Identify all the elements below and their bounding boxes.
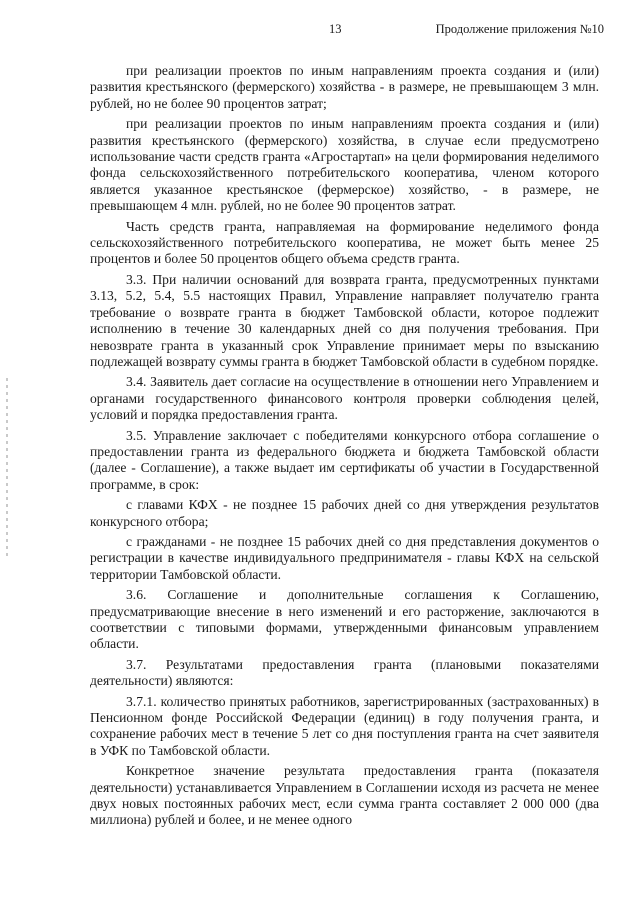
paragraph: Часть средств гранта, направляемая на формирование неделимого фонда сельскохозяйственного потребительского кооператива, не может быть менее 25 процентов и более 50 процентов общего объема средств гранта.: [90, 218, 599, 267]
paragraph: с главами КФХ - не позднее 15 рабочих дней со дня утверждения результатов конкурсного отбора;: [90, 497, 599, 529]
paragraph-clause-3-7: 3.7. Результатами предоставления гранта (плановыми показателями деятельности) являются:: [90, 656, 599, 689]
paragraph-clause-3-5: 3.5. Управление заключает с победителями конкурсного отбора соглашение о предоставлении гранта из федерального бюджета и бюджета Тамбовской области (далее - Соглашение), а также выдает им сертификаты об участии в Государственной программе, в срок:: [90, 427, 599, 492]
paragraph: при реализации проектов по иным направлениям проекта создания и (или) развития крестьянского (фермерского) хозяйства - в размере, не превышающем 3 млн. рублей, но не более 90 процентов затрат;: [90, 63, 599, 111]
paragraph: Конкретное значение результата предоставления гранта (показателя деятельности) устанавливается Управлением в Соглашении исходя из расчета не менее двух новых постоянных рабочих мест, если сумма гранта составляет 2 000 000 (два миллиона) рублей и более, и не менее одного: [90, 763, 599, 828]
paragraph: при реализации проектов по иным направлениям проекта создания и (или) развития крестьянского (фермерского) хозяйства, в случае если предусмотрено использование части средств гранта «Агростартап» на цели формирования неделимого фонда сельскохозяйственного потребительского кооператива, членом которого является указанное крестьянское (фермерское) хозяйство, - в размере, не превышающем 4 млн. рублей, но не более 90 процентов затрат.: [90, 116, 599, 214]
paragraph-clause-3-4: 3.4. Заявитель дает согласие на осуществление в отношении него Управлением и органами государственного финансового контроля проверки соблюдения целей, условий и порядка предоставления гранта.: [90, 374, 599, 423]
page-number: 13: [329, 22, 342, 36]
document-body: [90, 63, 599, 833]
page-header: [0, 22, 640, 42]
scan-margin-mark: [6, 378, 8, 558]
paragraph: с гражданами - не позднее 15 рабочих дней со дня представления документов о регистрации в качестве индивидуального предпринимателя - главы КФХ на сельской территории Тамбовской области.: [90, 533, 599, 582]
paragraph-clause-3-6: 3.6. Соглашение и дополнительные соглашения к Соглашению, предусматривающие внесение в него изменений и его расторжение, заключаются в соответствии с типовыми формами, утвержденными финансовым управлением области.: [90, 587, 599, 652]
paragraph-clause-3-3: 3.3. При наличии оснований для возврата гранта, предусмотренных пунктами 3.13, 5.2, 5.4, 5.5 настоящих Правил, Управление направляет получателю гранта требование о возврате гранта в бюджет Тамбовской области, которое подлежит исполнению в течение 30 календарных дней со дня получения требования. При невозврате гранта в указанный срок Управление принимает меры по взысканию подлежащей возврату суммы гранта в бюджет Тамбовской области в судебном порядке.: [90, 271, 599, 369]
paragraph-clause-3-7-1: 3.7.1. количество принятых работников, зарегистрированных (застрахованных) в Пенсионном фонде Российской Федерации (единиц) в году получения гранта, и сохранение рабочих мест в течение 5 лет со дня поступления гранта на счет заявителя в УФК по Тамбовской области.: [90, 693, 599, 758]
appendix-continuation-label: Продолжение приложения №10: [435, 22, 604, 36]
